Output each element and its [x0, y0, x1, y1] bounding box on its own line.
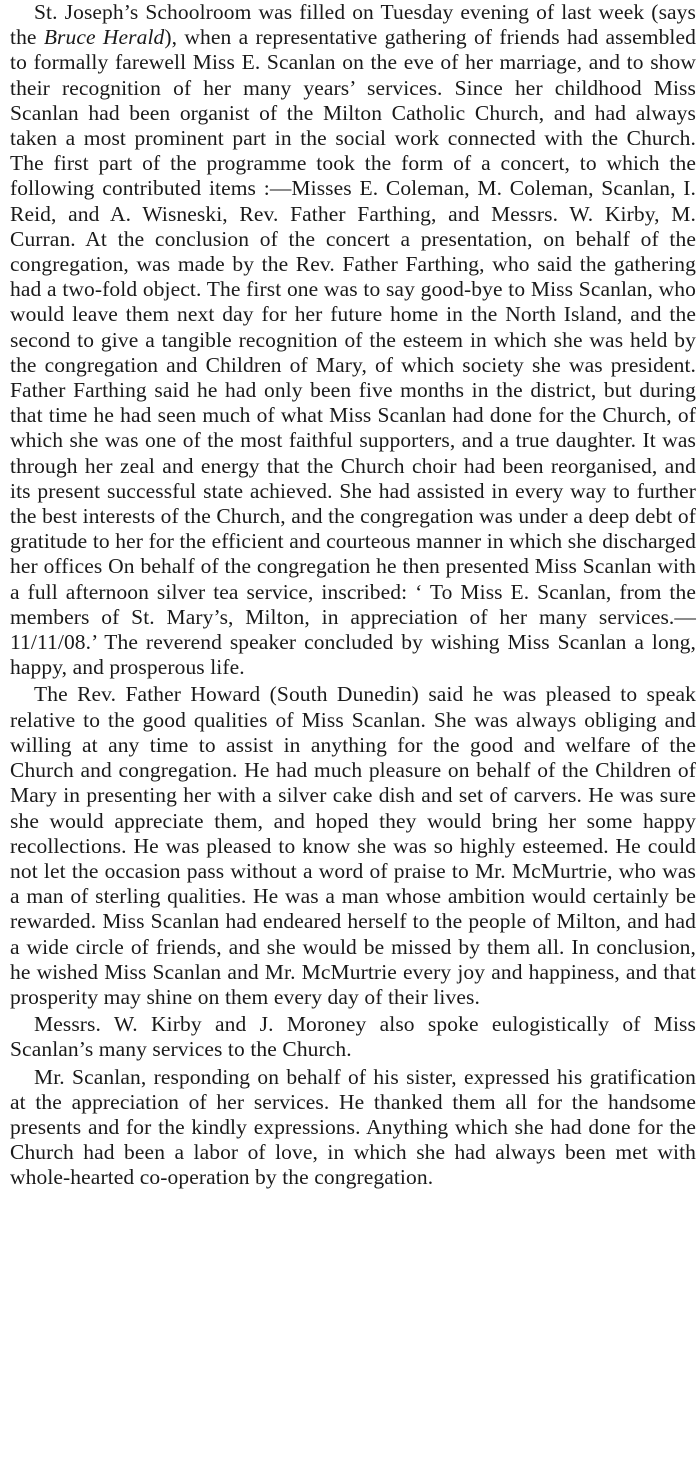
paragraph-kirby-moroney: Messrs. W. Kirby and J. Moroney also spoke eulogistically of Miss Scanlan’s many services to the Church.	[10, 1012, 696, 1062]
paragraph-farewell-gathering	[10, 0, 696, 680]
paragraph-1-text-rest: ), when a representative gathering of friends had assembled to formally farewell Miss E. Scanlan on the eve of her marriage, and to show their recognition of her many years’ services. Since her childhood Miss Scanlan had been organist of the Milton Catholic Church, and had always taken a most prominent part in the social work connected with the Church. The first part of the programme took the form of a concert, to which the following contributed items :—Misses E. Coleman, M. Coleman, Scanlan, I. Reid, and A. Wisneski, Rev. Father Farthing, and Messrs. W. Kirby, M. Curran. At the conclusion of the concert a presentation, on behalf of the congregation, was made by the Rev. Father Farthing, who said the gathering had a two-fold object. The first one was to say good-bye to Miss Scanlan, who would leave them next day for her future home in the North Island, and the second to give a tangible recognition of the esteem in which she was held by the congregation and Children of Mary, of which society she was president. Father Farthing said he had only been five months in the district, but during that time he had seen much of what Miss Scanlan had done for the Church, of which she was one of the most faithful supporters, and a true daughter. It was through her zeal and energy that the Church choir had been reorganised, and its present successful state achieved. She had assisted in every way to further the best interests of the Church, and the congregation was under a deep debt of gratitude to her for the efficient and courteous manner in which she discharged her offices On behalf of the congregation he then presented Miss Scanlan with a full afternoon silver tea service, inscribed: ‘ To Miss E. Scanlan, from the members of St. Mary’s, Milton, in appreciation of her many services.—11/11/08.’ The reverend speaker concluded by wishing Miss Scanlan a long, happy, and prosperous life.	[10, 25, 697, 680]
source-newspaper-name: Bruce Herald	[43, 25, 165, 50]
paragraph-mr-scanlan-response: Mr. Scanlan, responding on behalf of his sister, expressed his gratification at the appreciation of her services. He thanked them all for the handsome presents and for the kindly expressions. Anything which she had done for the Church had been a labor of love, in which she had always been met with whole-hearted co-operation by the congregation.	[10, 1064, 696, 1190]
paragraph-father-howard: The Rev. Father Howard (South Dunedin) said he was pleased to speak relative to the good qualities of Miss Scanlan. She was always obliging and willing at any time to assist in anything for the good and welfare of the Church and congregation. He had much pleasure on behalf of the Children of Mary in presenting her with a silver cake dish and set of carvers. He was sure she would appreciate them, and hoped they would bring her some happy recollections. He was pleased to know she was so highly esteemed. He could not let the occasion pass without a word of praise to Mr. McMurtrie, who was a man of sterling qualities. He was a man whose ambition would certainly be rewarded. Miss Scanlan had endeared herself to the people of Milton, and had a wide circle of friends, and she would be missed by them all. In conclusion, he wished Miss Scanlan and Mr. McMurtrie every joy and happiness, and that prosperity may shine on them every day of their lives.	[10, 682, 696, 1009]
paragraph-1-text-start: St. Joseph’s Schoolroom was filled on Tuesday evening of last week (says the	[10, 0, 696, 50]
